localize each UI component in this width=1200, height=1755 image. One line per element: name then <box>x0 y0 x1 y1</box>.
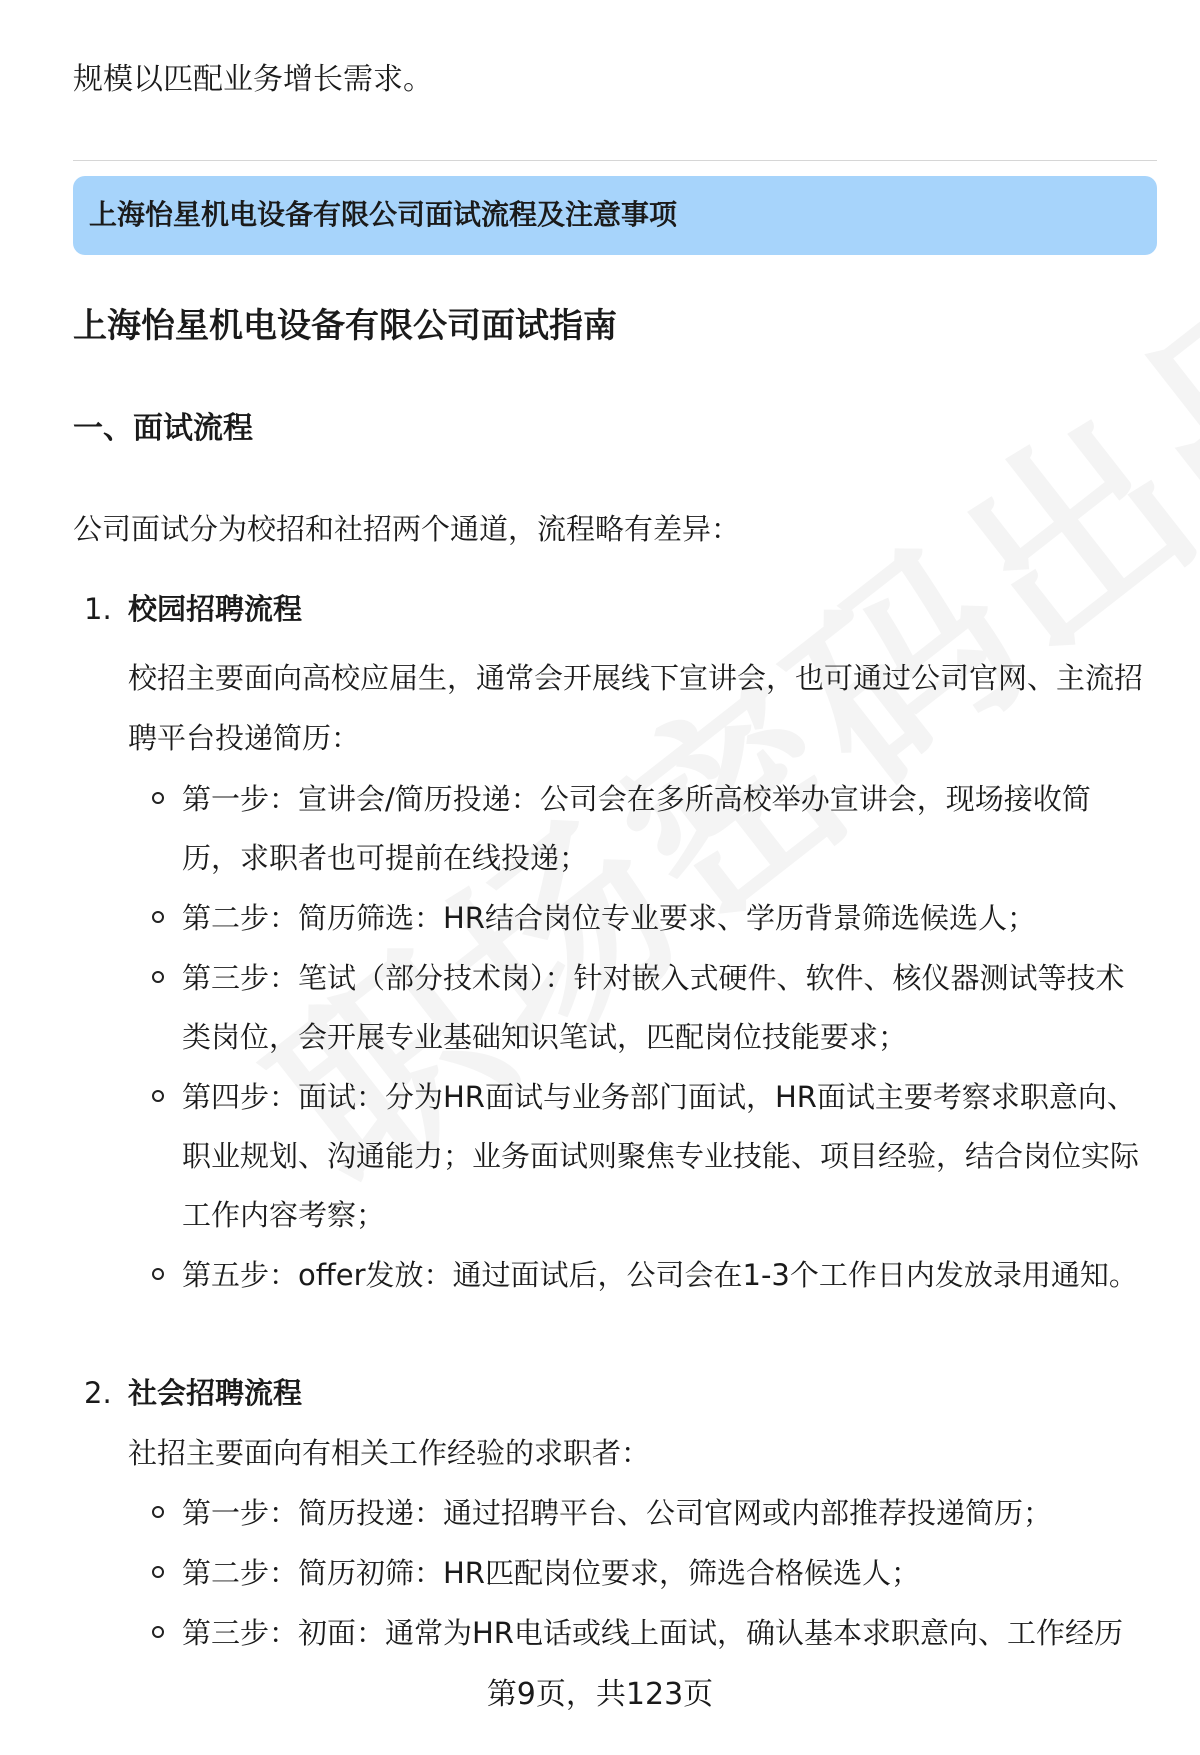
campus-process-title: 校园招聘流程 <box>128 592 303 626</box>
social-process-description: 社招主要面向有相关工作经验的求职者： <box>128 1436 651 1470</box>
bullet-icon <box>152 792 164 804</box>
bullet-icon <box>152 1566 164 1578</box>
campus-step-1: 第一步：宣讲会/简历投递：公司会在多所高校举办宣讲会，现场接收简历，求职者也可提前在线投递； <box>182 782 1091 875</box>
social-step-2: 第二步：简历初筛：HR匹配岗位要求，筛选合格候选人； <box>182 1556 920 1590</box>
bullet-icon <box>152 1626 164 1638</box>
social-step-3: 第三步：初面：通常为HR电话或线上面试，确认基本求职意向、工作经历 <box>182 1616 1123 1650</box>
list-number-campus: 1. <box>84 592 112 626</box>
previous-paragraph-tail: 规模以匹配业务增长需求。 <box>73 62 433 97</box>
guide-title: 上海怡星机电设备有限公司面试指南 <box>73 306 617 346</box>
bullet-icon <box>152 971 164 983</box>
page-footer: 第9页，共123页 <box>486 1677 714 1712</box>
section-intro-paragraph: 公司面试分为校招和社招两个通道，流程略有差异： <box>73 512 741 546</box>
bullet-icon <box>152 1268 164 1280</box>
title-banner <box>73 176 1157 255</box>
campus-process-description: 校招主要面向高校应届生，通常会开展线下宣讲会，也可通过公司官网、主流招聘平台投递简历： <box>128 661 1144 755</box>
section-divider <box>73 160 1157 161</box>
social-process-title: 社会招聘流程 <box>128 1376 303 1410</box>
section-heading-interview-process: 一、面试流程 <box>73 411 253 446</box>
campus-step-5: 第五步：offer发放：通过面试后，公司会在1-3个工作日内发放录用通知。 <box>182 1258 1138 1292</box>
social-step-1: 第一步：简历投递：通过招聘平台、公司官网或内部推荐投递简历； <box>182 1496 1053 1530</box>
list-number-social: 2. <box>84 1376 112 1410</box>
campus-step-2: 第二步：简历筛选：HR结合岗位专业要求、学历背景筛选候选人； <box>182 901 1036 935</box>
banner-title: 上海怡星机电设备有限公司面试流程及注意事项 <box>89 198 678 231</box>
bullet-icon <box>152 1506 164 1518</box>
bullet-icon <box>152 911 164 923</box>
campus-step-3: 第三步：笔试（部分技术岗）：针对嵌入式硬件、软件、核仪器测试等技术类岗位，会开展专业基础知识笔试，匹配岗位技能要求； <box>182 961 1125 1054</box>
bullet-icon <box>152 1090 164 1102</box>
campus-step-4: 第四步：面试：分为HR面试与业务部门面试，HR面试主要考察求职意向、职业规划、沟通能力；业务面试则聚焦专业技能、项目经验，结合岗位实际工作内容考察； <box>182 1080 1140 1232</box>
